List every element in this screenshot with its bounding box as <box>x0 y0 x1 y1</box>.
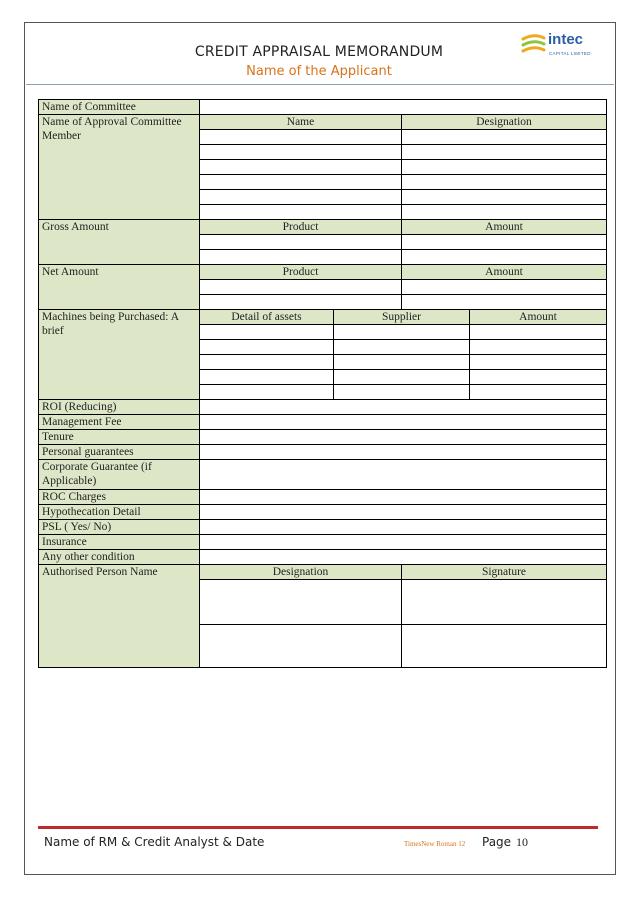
table-row <box>39 490 607 505</box>
insurance-field[interactable] <box>200 535 607 550</box>
table-row <box>39 520 607 535</box>
tenure-label: Tenure <box>39 430 200 445</box>
net-amount-cell[interactable] <box>402 295 607 310</box>
table-row <box>39 550 607 565</box>
approval-name-cell[interactable] <box>200 190 402 205</box>
committee-label: Name of Committee <box>39 100 200 115</box>
approval-name-cell[interactable] <box>200 205 402 220</box>
appraisal-form-table <box>38 99 607 668</box>
net-amount-label: Net Amount <box>39 265 200 310</box>
psl-label: PSL ( Yes/ No) <box>39 520 200 535</box>
mgmt-fee-field[interactable] <box>200 415 607 430</box>
auth-designation-header: Designation <box>200 565 402 580</box>
machines-label: Machines being Purchased: A brief <box>39 310 200 400</box>
asset-amount-cell[interactable] <box>470 370 607 385</box>
footer-rm-analyst-date: Name of RM & Credit Analyst & Date <box>44 835 265 849</box>
footer-page-number: 10 <box>516 835 528 849</box>
net-product-cell[interactable] <box>200 295 402 310</box>
asset-cell[interactable] <box>200 340 334 355</box>
other-condition-field[interactable] <box>200 550 607 565</box>
supplier-cell[interactable] <box>334 340 470 355</box>
table-row <box>39 100 607 115</box>
approval-name-cell[interactable] <box>200 130 402 145</box>
approval-name-cell[interactable] <box>200 175 402 190</box>
net-amount-cell[interactable] <box>402 280 607 295</box>
table-row <box>39 505 607 520</box>
gross-product-cell[interactable] <box>200 235 402 250</box>
asset-cell[interactable] <box>200 370 334 385</box>
table-row <box>39 415 607 430</box>
approval-designation-cell[interactable] <box>402 190 607 205</box>
authorised-person-label: Authorised Person Name <box>39 565 200 668</box>
approval-designation-cell[interactable] <box>402 205 607 220</box>
approval-designation-cell[interactable] <box>402 175 607 190</box>
roi-label: ROI (Reducing) <box>39 400 200 415</box>
approval-designation-cell[interactable] <box>402 130 607 145</box>
table-row <box>39 115 607 130</box>
asset-amount-cell[interactable] <box>470 355 607 370</box>
approval-member-label: Name of Approval Committee Member <box>39 115 200 220</box>
net-amount-header: Amount <box>402 265 607 280</box>
footer-page-label: Page <box>482 835 512 849</box>
table-row <box>39 460 607 490</box>
applicant-name-placeholder: Name of the Applicant <box>246 64 392 79</box>
committee-field[interactable] <box>200 100 607 115</box>
approval-name-cell[interactable] <box>200 145 402 160</box>
footer-divider <box>38 826 598 829</box>
machines-assets-header: Detail of assets <box>200 310 334 325</box>
footer-font-note: TimesNew Roman 12 <box>404 840 466 848</box>
supplier-cell[interactable] <box>334 325 470 340</box>
supplier-cell[interactable] <box>334 355 470 370</box>
asset-cell[interactable] <box>200 325 334 340</box>
psl-field[interactable] <box>200 520 607 535</box>
gross-amount-header: Amount <box>402 220 607 235</box>
approval-name-header: Name <box>200 115 402 130</box>
gross-product-cell[interactable] <box>200 250 402 265</box>
table-row <box>39 400 607 415</box>
hypothecation-field[interactable] <box>200 505 607 520</box>
roc-charges-label: ROC Charges <box>39 490 200 505</box>
logo-tagline: CAPITAL LIMITED <box>549 51 591 56</box>
net-product-header: Product <box>200 265 402 280</box>
document-title: CREDIT APPRAISAL MEMORANDUM <box>194 44 444 60</box>
header-divider <box>26 84 614 85</box>
corporate-guarantee-field[interactable] <box>200 460 607 490</box>
asset-amount-cell[interactable] <box>470 325 607 340</box>
supplier-cell[interactable] <box>334 370 470 385</box>
approval-designation-cell[interactable] <box>402 145 607 160</box>
auth-designation-cell[interactable] <box>200 625 402 668</box>
asset-cell[interactable] <box>200 355 334 370</box>
logo-wordmark: intec <box>548 31 584 48</box>
auth-signature-header: Signature <box>402 565 607 580</box>
table-row <box>39 220 607 235</box>
auth-designation-cell[interactable] <box>200 580 402 625</box>
supplier-cell[interactable] <box>334 385 470 400</box>
hypothecation-label: Hypothecation Detail <box>39 505 200 520</box>
roc-charges-field[interactable] <box>200 490 607 505</box>
asset-amount-cell[interactable] <box>470 340 607 355</box>
insurance-label: Insurance <box>39 535 200 550</box>
table-row <box>39 565 607 580</box>
personal-guarantees-field[interactable] <box>200 445 607 460</box>
net-product-cell[interactable] <box>200 280 402 295</box>
gross-amount-cell[interactable] <box>402 250 607 265</box>
table-row <box>39 535 607 550</box>
table-row <box>39 265 607 280</box>
auth-signature-cell[interactable] <box>402 580 607 625</box>
gross-product-header: Product <box>200 220 402 235</box>
machines-supplier-header: Supplier <box>334 310 470 325</box>
gross-amount-cell[interactable] <box>402 235 607 250</box>
corporate-guarantee-label: Corporate Guarantee (if Applicable) <box>39 460 200 490</box>
approval-name-cell[interactable] <box>200 160 402 175</box>
table-row <box>39 430 607 445</box>
machines-amount-header: Amount <box>470 310 607 325</box>
mgmt-fee-label: Management Fee <box>39 415 200 430</box>
other-condition-label: Any other condition <box>39 550 200 565</box>
table-row <box>39 445 607 460</box>
auth-signature-cell[interactable] <box>402 625 607 668</box>
asset-amount-cell[interactable] <box>470 385 607 400</box>
asset-cell[interactable] <box>200 385 334 400</box>
tenure-field[interactable] <box>200 430 607 445</box>
roi-field[interactable] <box>200 400 607 415</box>
gross-amount-label: Gross Amount <box>39 220 200 265</box>
personal-guarantees-label: Personal guarantees <box>39 445 200 460</box>
approval-designation-cell[interactable] <box>402 160 607 175</box>
table-row <box>39 310 607 325</box>
approval-designation-header: Designation <box>402 115 607 130</box>
